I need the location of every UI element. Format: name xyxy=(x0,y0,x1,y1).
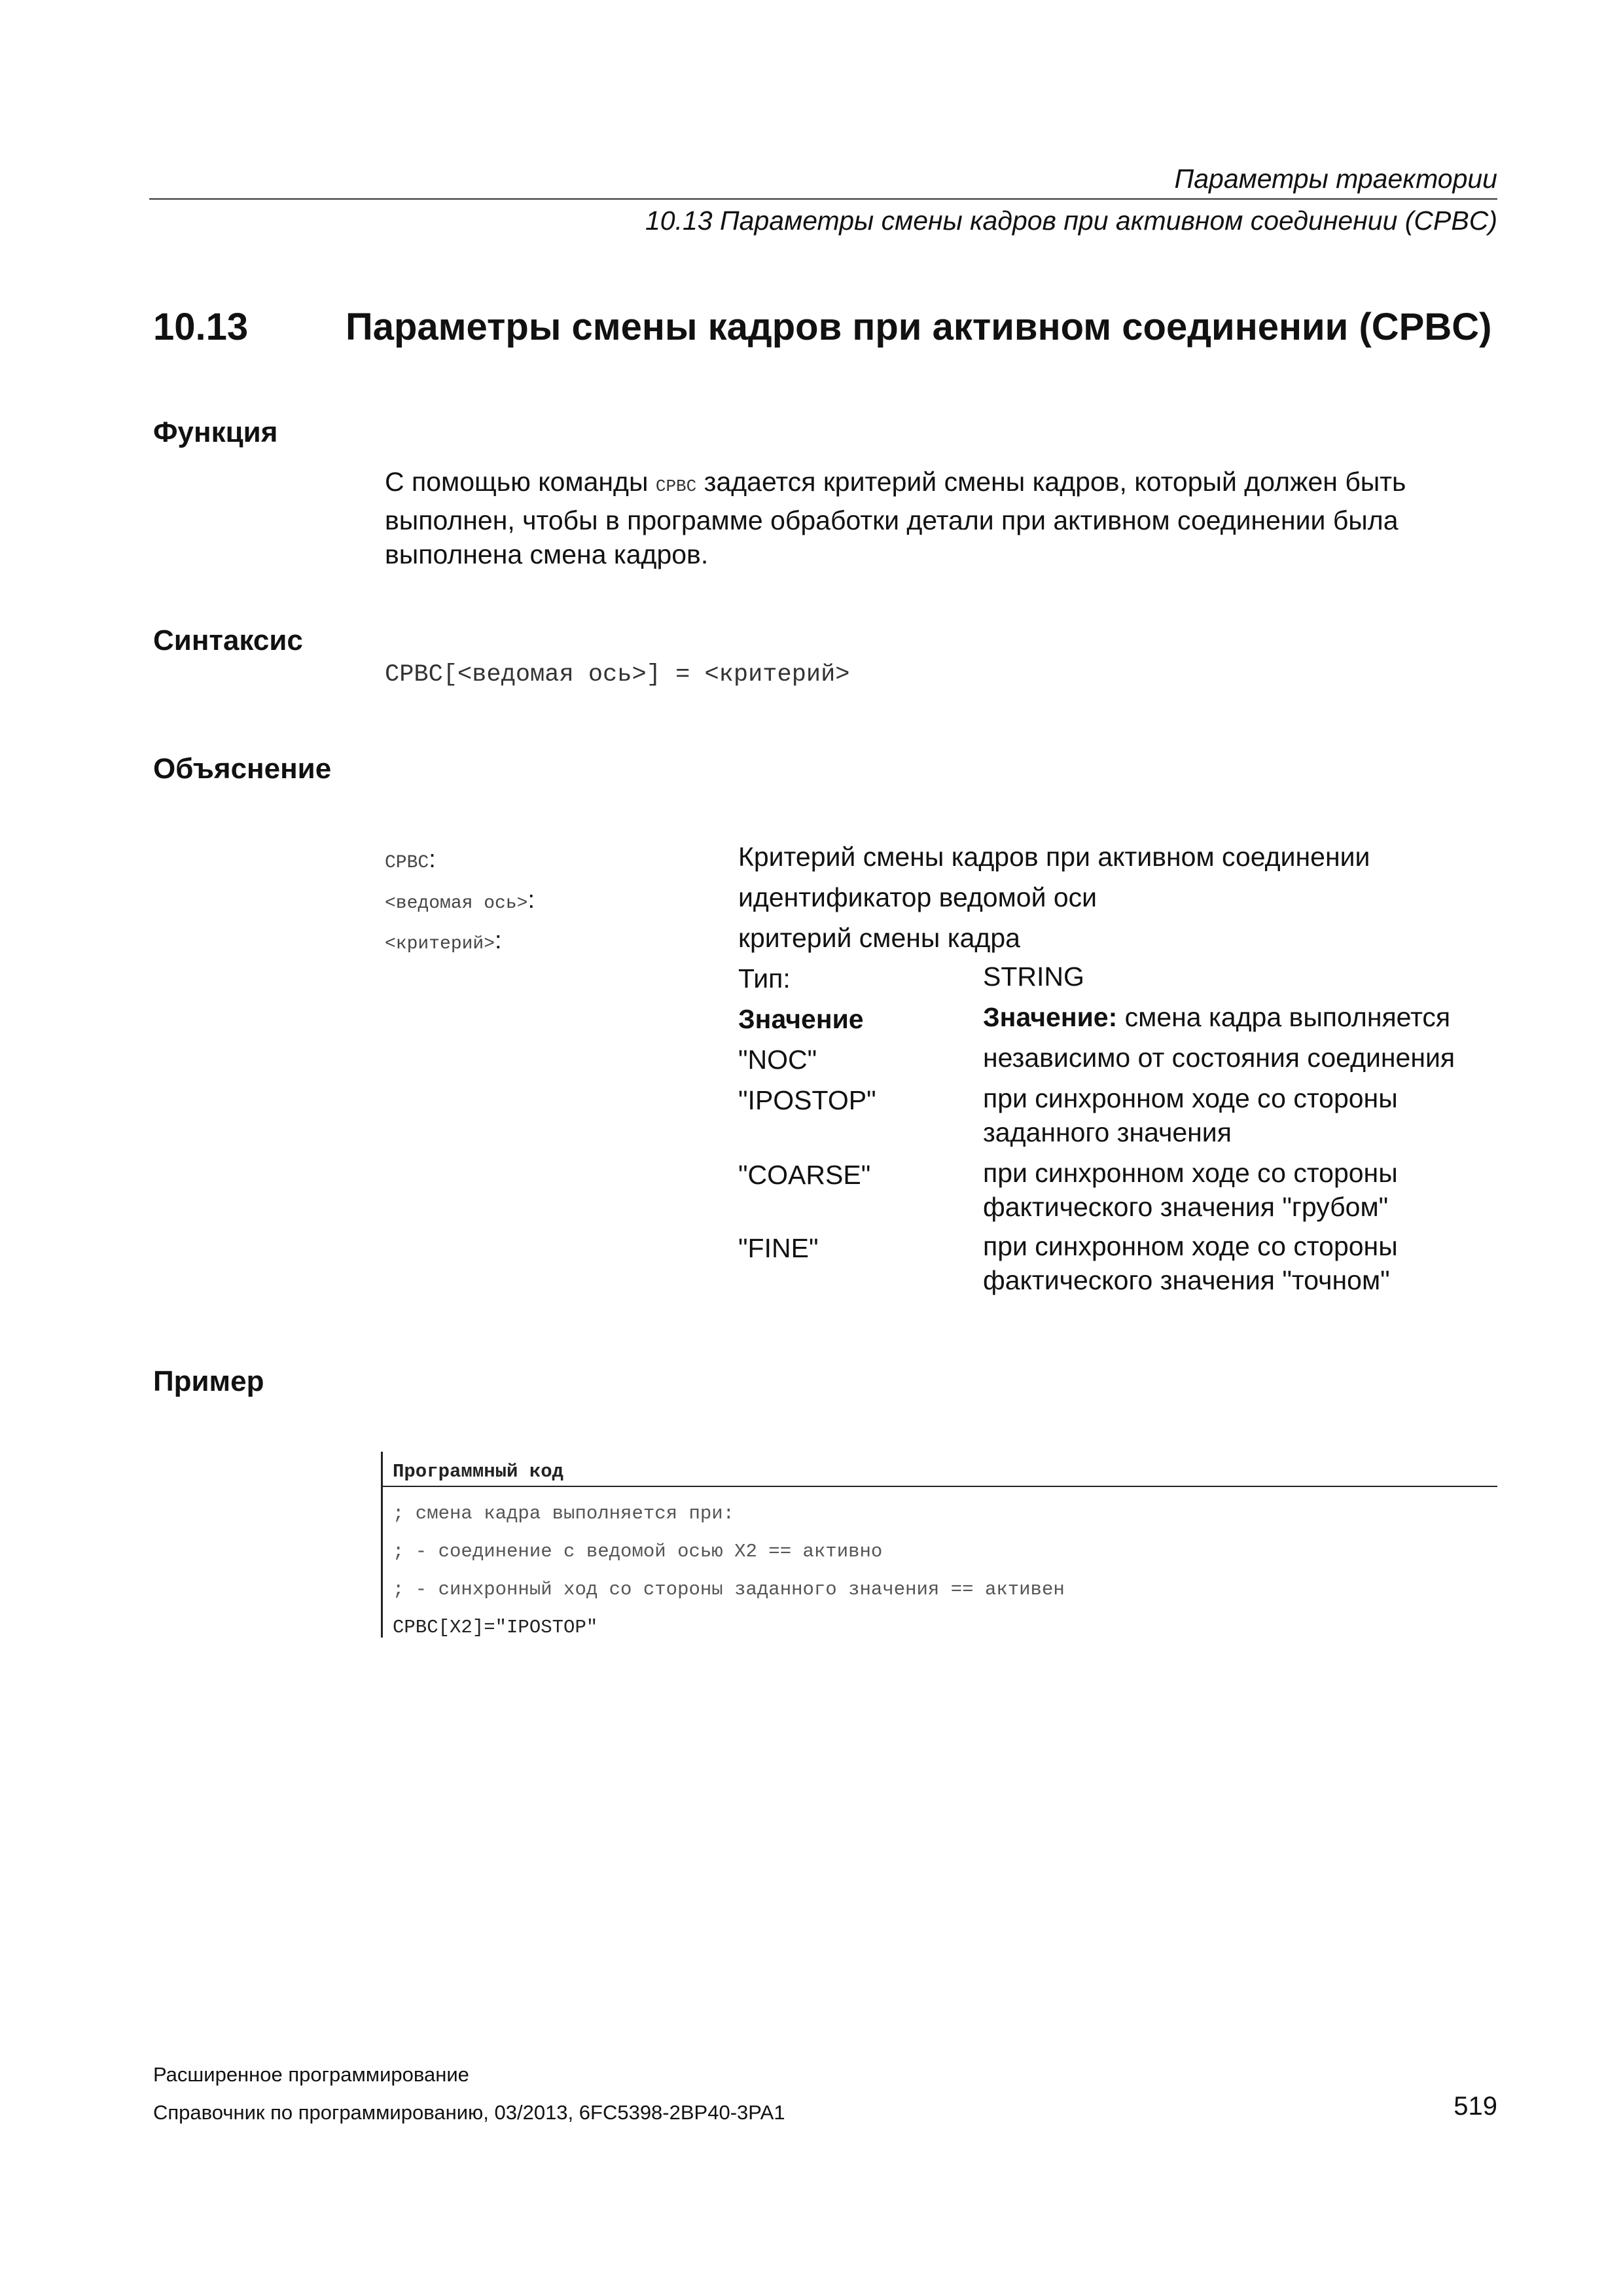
value-key: "FINE" xyxy=(738,1233,819,1263)
page-number: 519 xyxy=(1454,2092,1497,2121)
code-line: ; смена кадра выполняется при: xyxy=(393,1503,735,1524)
value-header-rest: смена кадра выполняется xyxy=(1117,1002,1451,1032)
value-desc-line: фактического значения "точном" xyxy=(983,1265,1390,1295)
code-line: ; - синхронный ход со стороны заданного значения == активен xyxy=(393,1579,1065,1600)
explanation-term xyxy=(385,846,436,874)
value-key: "IPOSTOP" xyxy=(738,1085,876,1115)
function-text-before: С помощью команды xyxy=(385,467,656,497)
explanation-term xyxy=(385,927,502,955)
function-line-2: выполнен, чтобы в программе обработки детали при активном соединении была xyxy=(385,505,1399,535)
explanation-term xyxy=(385,886,535,914)
value-desc xyxy=(983,1156,1398,1224)
syntax-heading: Синтаксис xyxy=(153,624,303,656)
example-heading: Пример xyxy=(153,1365,264,1397)
running-header-section: 10.13 Параметры смены кадров при активном соединении (CPBC) xyxy=(645,206,1497,236)
function-inline-code: CPBC xyxy=(655,476,697,496)
explanation-heading: Объяснение xyxy=(153,753,332,785)
code-line: ; - соединение с ведомой осью X2 == активно xyxy=(393,1541,883,1562)
code-line: CPBC[X2]="IPOSTOP" xyxy=(393,1617,598,1638)
function-text-after: задается критерий смены кадров, который должен быть xyxy=(696,467,1406,497)
explanation-desc: идентификатор ведомой оси xyxy=(738,882,1097,912)
value-desc-line: при синхронном ходе со стороны xyxy=(983,1158,1398,1188)
value-desc: независимо от состояния соединения xyxy=(983,1043,1455,1073)
function-heading: Функция xyxy=(153,416,278,448)
footer-manual-info: Справочник по программированию, 03/2013, 6FC5398-2BP40-3PA1 xyxy=(153,2101,785,2124)
syntax-code: CPBC[<ведомая ось>] = <критерий> xyxy=(385,661,850,689)
type-label: Тип: xyxy=(738,963,791,994)
explanation-desc: критерий смены кадра xyxy=(738,923,1020,953)
value-key: "COARSE" xyxy=(738,1160,871,1190)
term-colon: : xyxy=(495,927,502,954)
code-block-header: Программный код xyxy=(393,1461,564,1482)
term-label: <критерий> xyxy=(385,934,495,954)
value-desc-line: при синхронном ходе со стороны xyxy=(983,1231,1398,1261)
value-desc-line: фактического значения "грубом" xyxy=(983,1192,1389,1222)
explanation-desc: Критерий смены кадров при активном соединении xyxy=(738,842,1370,872)
section-title: Параметры смены кадров при активном соединении (CPBC) xyxy=(346,306,1492,348)
function-line-1 xyxy=(385,465,1497,503)
function-paragraph xyxy=(385,465,1497,571)
value-desc xyxy=(983,1229,1398,1297)
type-value: STRING xyxy=(983,961,1084,992)
function-line-3: выполнена смена кадров. xyxy=(385,539,709,569)
value-desc-line: при синхронном ходе со стороны xyxy=(983,1083,1398,1113)
value-header-desc xyxy=(983,1000,1450,1034)
term-label: CPBC xyxy=(385,853,429,873)
value-desc xyxy=(983,1081,1398,1149)
term-label: <ведомая ось> xyxy=(385,893,528,914)
code-block-left-border xyxy=(381,1452,383,1638)
running-header-chapter: Параметры траектории xyxy=(1174,164,1497,194)
code-block-header-rule xyxy=(381,1486,1497,1487)
term-colon: : xyxy=(527,886,535,914)
value-header-bold: Значение: xyxy=(983,1002,1118,1032)
term-colon: : xyxy=(429,846,436,873)
footer-book-title: Расширенное программирование xyxy=(153,2063,469,2086)
value-key: "NOC" xyxy=(738,1045,817,1075)
value-header: Значение xyxy=(738,1004,864,1034)
section-number: 10.13 xyxy=(153,306,249,348)
value-desc-line: заданного значения xyxy=(983,1117,1232,1147)
header-rule xyxy=(149,198,1497,200)
